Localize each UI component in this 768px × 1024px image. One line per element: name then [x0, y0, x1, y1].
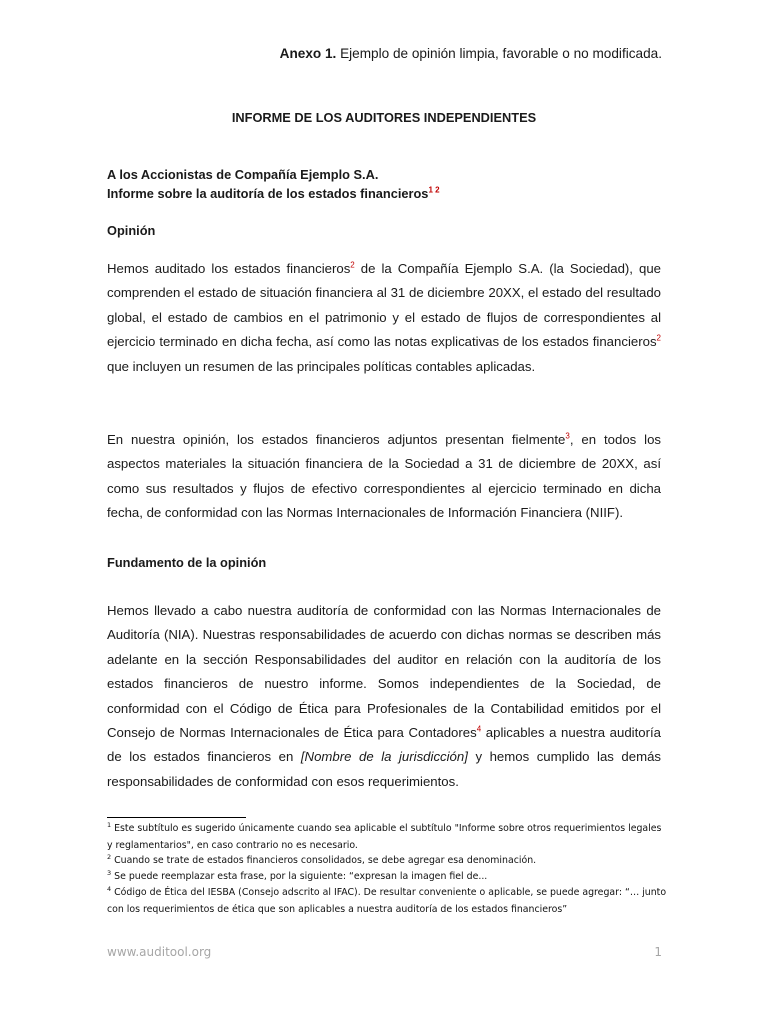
paragraph-text: y hemos cumplido las demás responsabilidades de conformidad con esos requerimientos. — [107, 749, 662, 789]
footnote-text: Cuando se trate de estados financieros consolidados, se debe agregar esa denominación. — [111, 855, 537, 866]
footnote-4 — [107, 885, 667, 918]
paragraph-text: , en todos los aspectos materiales la situación financiera de la Sociedad a 31 de diciembre de 20XX, así como sus resultados y flujos de efectivo correspondientes al ejercicio terminado en dicha fecha, de conformidad con las Normas Internacionales de Información Financiera (NIIF). — [107, 432, 662, 521]
footnote-ref[interactable]: 3 — [565, 431, 570, 441]
footnote-1 — [107, 821, 667, 854]
report-title: INFORME DE LOS AUDITORES INDEPENDIENTES — [231, 110, 537, 125]
opinion-paragraph-1 — [107, 257, 661, 379]
basis-paragraph — [107, 599, 661, 794]
footnote-text: Código de Ética del IESBA (Consejo adscrito al IFAC). De resultar conveniente o aplicable, se puede agregar: “… junto con los requerimientos de ética que son aplicables a nuestra auditoría de los estados financieros” — [107, 887, 667, 915]
footnote-ref[interactable]: 4 — [476, 724, 482, 734]
annex-label: Anexo 1. — [279, 46, 337, 61]
paragraph-text: que incluyen un resumen de las principales políticas contables aplicadas. — [107, 358, 536, 374]
opinion-paragraph-2 — [107, 428, 661, 526]
paragraph-text: Hemos llevado a cabo nuestra auditoría de conformidad con las Normas Internacionales de Auditoría (NIA). Nuestras responsabilidades de acuerdo con dichas normas se describen más adelante en la sección Responsabilidades del auditor en relación con la auditoría de los estados financieros de nuestro informe. Somos independientes de la Sociedad, de conformidad con el Código de Ética para Profesionales de la Contabilidad emitidos por el Consejo de Normas Internacionales de Ética para Contadores — [107, 603, 661, 741]
footnote-number: 2 — [107, 852, 112, 861]
paragraph-text: Hemos auditado los estados financieros — [107, 261, 351, 276]
annex-text: Ejemplo de opinión limpia, favorable o no modificada. — [336, 46, 662, 61]
annex-header — [280, 46, 662, 61]
opinion-heading: Opinión — [107, 223, 156, 238]
footnote-ref[interactable]: 2 — [350, 260, 355, 270]
footnote-number: 3 — [107, 868, 112, 877]
footer-url[interactable]: www.auditool.org — [107, 945, 212, 959]
report-subtitle-text: Informe sobre la auditoría de los estados financieros — [107, 186, 429, 201]
footnote-separator — [107, 817, 246, 818]
addressee-block — [107, 165, 440, 203]
page-number: 1 — [654, 945, 662, 959]
footnote-3 — [107, 869, 667, 886]
report-subtitle — [107, 184, 440, 203]
footnote-number: 1 — [107, 820, 112, 829]
paragraph-text: En nuestra opinión, los estados financieros adjuntos presentan fielmente — [107, 432, 566, 447]
footnote-ref[interactable]: 1 2 — [428, 185, 440, 195]
footnote-text: Se puede reemplazar esta frase, por la siguiente: “expresan la imagen fiel de... — [111, 871, 488, 882]
paragraph-text: de la Compañía Ejemplo S.A. (la Sociedad), que comprenden el estado de situación financiera al 31 de diciembre 20XX, el estado del resultado global, el estado de cambios en el patrimonio y el estado de flujos de correspondientes al ejercicio terminado en dicha fecha, así como las notas explicativas de los estados financieros — [107, 261, 661, 350]
paragraph-text: aplicables a nuestra auditoría de los estados financieros en — [107, 725, 661, 765]
footnote-ref[interactable]: 2 — [656, 333, 661, 343]
addressee-line: A los Accionistas de Compañía Ejemplo S.A. — [107, 167, 379, 182]
footnote-2 — [107, 853, 667, 870]
basis-heading: Fundamento de la opinión — [107, 555, 267, 570]
footnote-text: Este subtítulo es sugerido únicamente cuando sea aplicable el subtítulo "Informe sobre otros requerimientos legales y reglamentarios", en caso contrario no es necesario. — [107, 823, 662, 851]
footnote-number: 4 — [107, 884, 112, 893]
jurisdiction-placeholder: [Nombre de la jurisdicción] — [300, 749, 468, 765]
